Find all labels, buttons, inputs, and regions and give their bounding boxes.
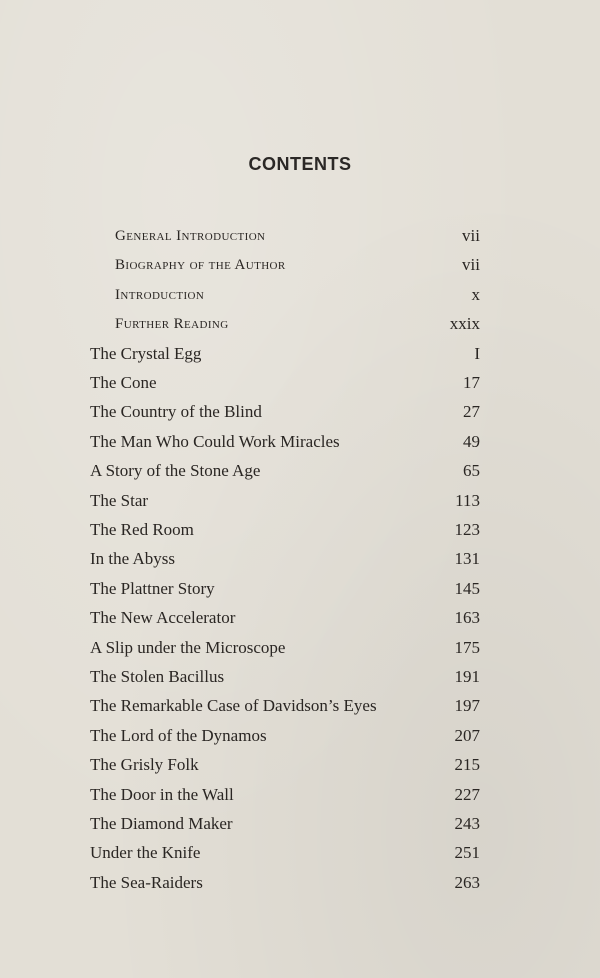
story-entry [90, 342, 480, 366]
story-entry [90, 636, 480, 660]
story-entry [90, 606, 480, 630]
entry-page-number: 145 [454, 579, 480, 598]
entry-page-number: 175 [454, 638, 480, 657]
entry-page-number: 197 [454, 696, 480, 715]
story-entry [90, 694, 480, 718]
front-matter-entry [115, 312, 480, 336]
entry-title: The Grisly Folk [90, 755, 199, 774]
entry-title: A Story of the Stone Age [90, 461, 261, 480]
entry-title: A Slip under the Microscope [90, 638, 286, 657]
story-entry [90, 783, 480, 807]
entry-page-number: 163 [454, 608, 480, 627]
story-entry [90, 577, 480, 601]
entry-title: The Sea-Raiders [90, 873, 203, 892]
entry-page-number: vii [462, 226, 480, 245]
entry-page-number: 263 [454, 873, 480, 892]
story-entry [90, 459, 480, 483]
entry-title: The Country of the Blind [90, 402, 262, 421]
story-entry [90, 812, 480, 836]
entry-page-number: 251 [454, 843, 480, 862]
entry-title: Biography of the Author [115, 257, 286, 273]
story-entry [90, 400, 480, 424]
entry-page-number: x [471, 285, 480, 304]
story-entry [90, 841, 480, 865]
front-matter-entry [115, 283, 480, 307]
entry-title: The Stolen Bacillus [90, 667, 225, 686]
entry-page-number: 215 [454, 755, 480, 774]
story-entry [90, 430, 480, 454]
entry-title: The Remarkable Case of Davidson’s Eyes [90, 696, 377, 715]
entry-page-number: 191 [454, 667, 480, 686]
story-entry [90, 518, 480, 542]
entry-title: The Plattner Story [90, 579, 215, 598]
entry-title: The Lord of the Dynamos [90, 726, 267, 745]
story-entry [90, 753, 480, 777]
entry-title: The Star [90, 491, 149, 510]
entry-title: Introduction [115, 287, 205, 303]
story-entry [90, 665, 480, 689]
story-entry [90, 871, 480, 895]
entry-title: The Red Room [90, 520, 194, 539]
story-entry [90, 371, 480, 395]
entry-title: The New Accelerator [90, 608, 236, 627]
entry-title: The Diamond Maker [90, 814, 233, 833]
entry-title: General Introduction [115, 228, 266, 244]
entry-page-number: 227 [454, 785, 480, 804]
entry-page-number: I [474, 344, 480, 363]
entry-page-number: 49 [463, 432, 480, 451]
entry-page-number: xxix [449, 314, 480, 333]
entry-page-number: 131 [454, 549, 480, 568]
entry-title: The Cone [90, 373, 157, 392]
entry-page-number: 17 [463, 373, 480, 392]
entry-page-number: 113 [455, 491, 480, 510]
entry-title: Further Reading [115, 316, 229, 332]
story-entry [90, 724, 480, 748]
front-matter-entry [115, 224, 480, 248]
entry-title: The Crystal Egg [90, 344, 202, 363]
entry-title: The Door in the Wall [90, 785, 234, 804]
entry-page-number: 243 [454, 814, 480, 833]
entry-page-number: 207 [454, 726, 480, 745]
entry-title: The Man Who Could Work Miracles [90, 432, 340, 451]
entry-title: In the Abyss [90, 549, 175, 568]
entry-page-number: vii [462, 255, 480, 274]
entry-page-number: 123 [454, 520, 480, 539]
entry-title: Under the Knife [90, 843, 201, 862]
page-title: CONTENTS [248, 154, 352, 174]
entry-page-number: 27 [463, 402, 480, 421]
entry-page-number: 65 [463, 461, 480, 480]
story-entry [90, 489, 480, 513]
story-entry [90, 547, 480, 571]
front-matter-entry [115, 253, 480, 277]
